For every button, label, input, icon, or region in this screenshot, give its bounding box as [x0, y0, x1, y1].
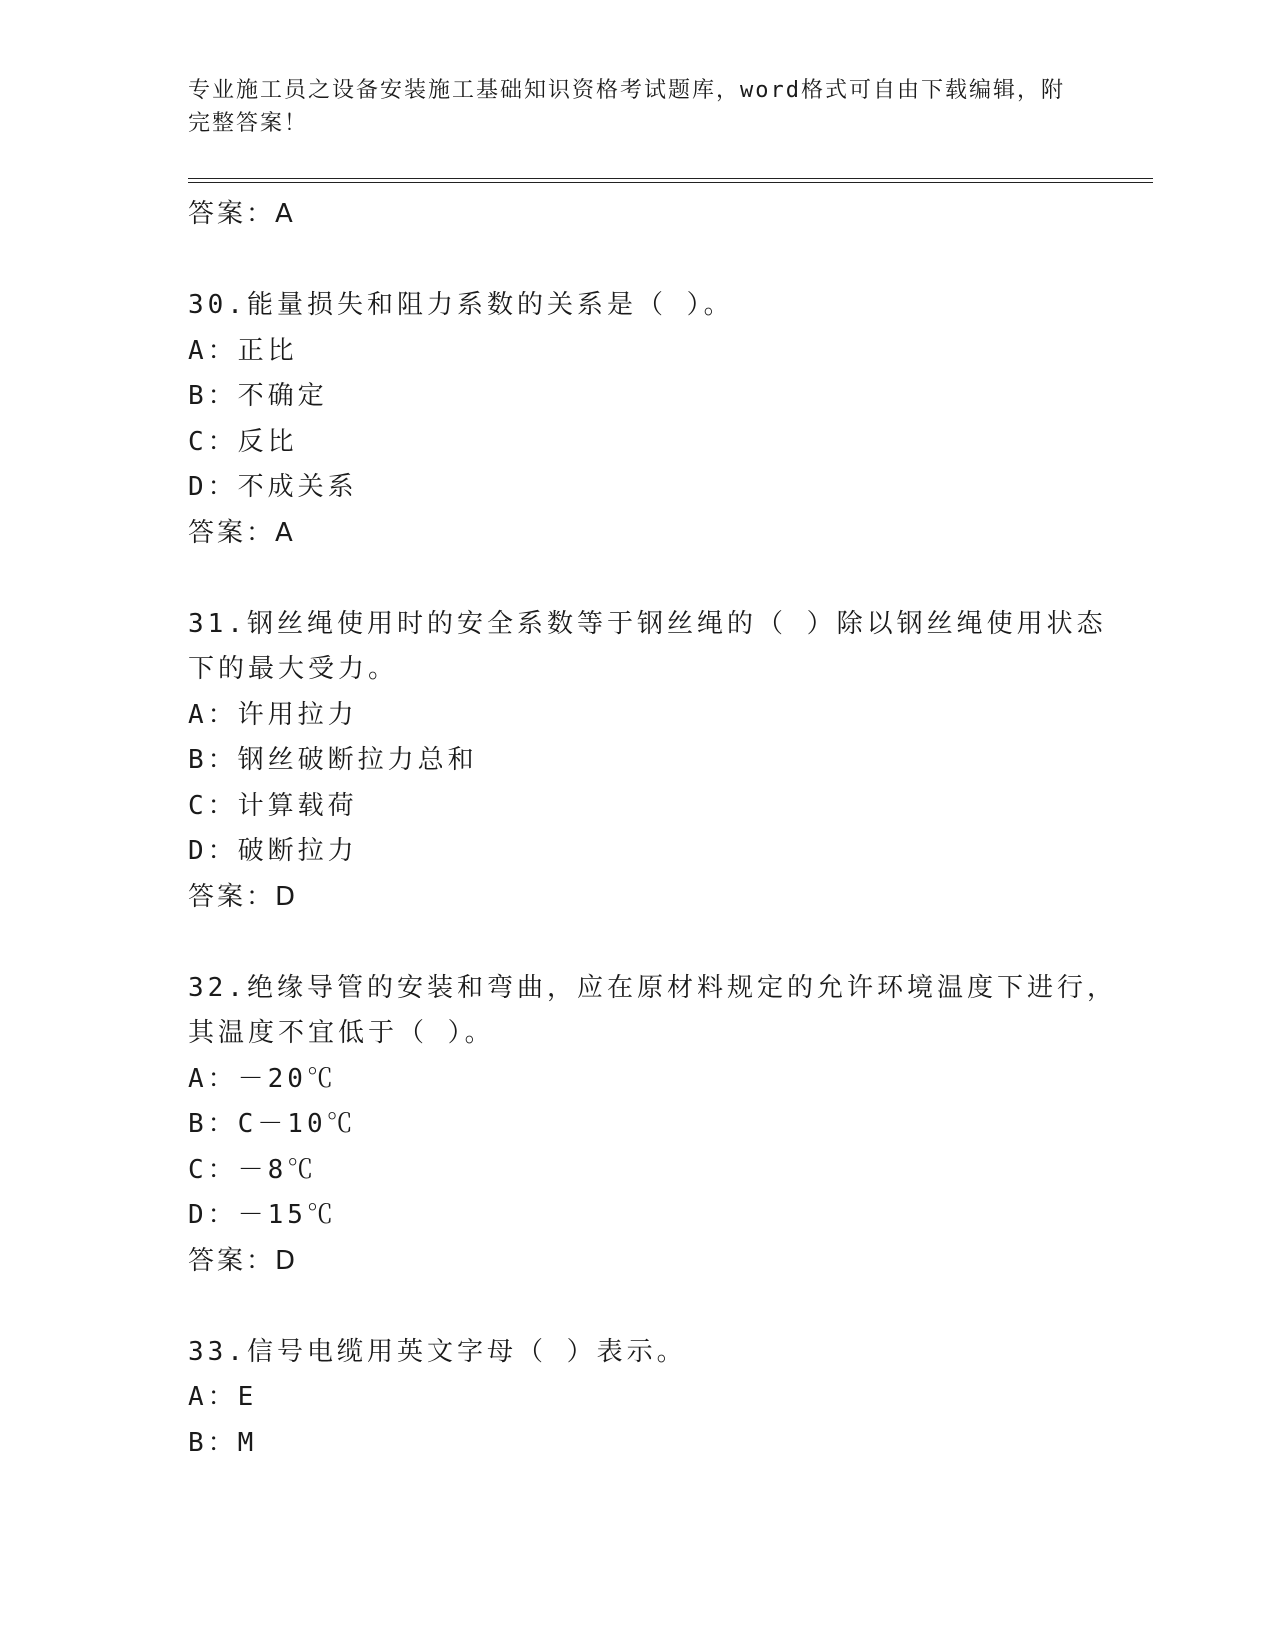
option-c: C：计算载荷: [188, 790, 358, 821]
option-a: A：－20℃: [188, 1063, 337, 1094]
option-d: D：不成关系: [188, 472, 358, 502]
question-stem: 30.能量损失和阻力系数的关系是（ ）。: [188, 290, 734, 320]
spacer: [188, 238, 1068, 284]
option-a: A：E: [188, 1382, 258, 1412]
question-item: [188, 966, 1117, 1285]
option-d: D：－15℃: [188, 1200, 337, 1230]
option-b: B：C－10℃: [188, 1109, 357, 1139]
answer-line: 答案：D: [188, 881, 299, 912]
spacer: [188, 556, 1068, 602]
spacer: [188, 1284, 1068, 1330]
question-item: [188, 602, 1107, 921]
question-item: [188, 1330, 1068, 1467]
option-c: C：反比: [188, 426, 298, 457]
answer-line: 答案：D: [188, 1245, 299, 1276]
option-b: B：不确定: [188, 381, 328, 411]
question-stem: 31.钢丝绳使用时的安全系数等于钢丝绳的（ ）除以钢丝绳使用状态: [188, 608, 1107, 639]
question-item: [188, 283, 1068, 556]
question-stem-continued: 下的最大受力。: [188, 654, 399, 684]
option-a: A：正比: [188, 335, 298, 366]
option-a: A：许用拉力: [188, 699, 358, 730]
answer-line: 答案：A: [188, 199, 296, 229]
option-d: D：破断拉力: [188, 836, 358, 866]
option-c: C：－8℃: [188, 1154, 318, 1185]
header-divider-top: [188, 178, 1153, 179]
document-header: 专业施工员之设备安装施工基础知识资格考试题库，word格式可自由下载编辑，附完整答案！: [188, 78, 1065, 136]
answer-line: 答案：A: [188, 517, 296, 548]
question-list: [188, 192, 1117, 1466]
question-stem-continued: 其温度不宜低于（ ）。: [188, 1018, 495, 1048]
question-stem: 33.信号电缆用英文字母（ ）表示。: [188, 1336, 687, 1367]
spacer: [188, 920, 1068, 966]
option-b: B：钢丝破断拉力总和: [188, 745, 478, 775]
option-b: B：M: [188, 1427, 258, 1458]
header-divider-bottom: [188, 182, 1153, 183]
question-stem: 32.绝缘导管的安装和弯曲，应在原材料规定的允许环境温度下进行，: [188, 972, 1117, 1003]
